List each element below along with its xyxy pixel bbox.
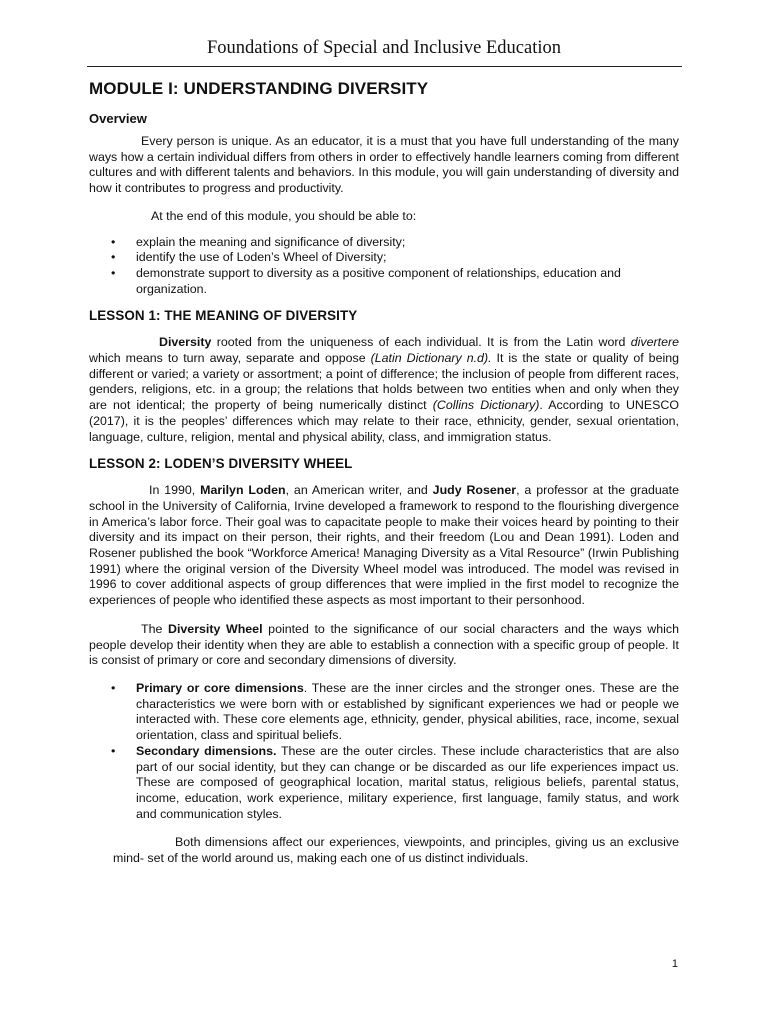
overview-paragraph: Every person is unique. As an educator, it is a must that you have full understanding of the many ways how a certain individual differs from others in order to effectively handle learners coming from different cultures and with different talents and behaviors. In this module, you will gain understanding of diversity and how it contributes to progress and productivity. xyxy=(89,134,679,196)
lesson1-heading: LESSON 1: THE MEANING OF DIVERSITY xyxy=(89,308,358,324)
bullet-icon: • xyxy=(111,234,116,249)
dimension-term: Primary or core dimensions xyxy=(136,680,304,695)
latin-word: divertere xyxy=(630,335,679,350)
diversity-wheel-term: Diversity Wheel xyxy=(168,621,263,636)
page-content xyxy=(89,78,679,867)
list-item: • demonstrate support to diversity as a positive component of relationships, education and organization. xyxy=(111,265,621,296)
module-title: MODULE I: UNDERSTANDING DIVERSITY xyxy=(89,79,429,98)
objectives-intro: At the end of this module, you should be able to: xyxy=(151,208,417,223)
lesson2-paragraph-2: The Diversity Wheel pointed to the significance of our social characters and the ways which people develop their identity when they are able to establish a connection with a specific group of people. It is consist of primary or core and secondary dimensions of diversity. xyxy=(89,621,679,668)
bullet-icon: • xyxy=(111,743,116,758)
dimension-term: Secondary dimensions. xyxy=(136,743,277,758)
lesson1-paragraph: Diversity rooted from the uniqueness of each individual. It is from the Latin word divertere which means to turn away, separate and oppose (Latin Dictionary n.d). It is the state or quality of being different or varied; a variety or assortment; a point of difference; the inclusion of people from different races, genders, religions, etc. in a group; the relations that holds between two entities when and only when they are not identical; the property of being numerically distinct (Collins Dictionary). According to UNESCO (2017), it is the peoples’ differences which may relate to their race, ethnicity, gender, sexual orientation, language, culture, religion, mental and physical ability, class, and immigration status. xyxy=(89,335,680,444)
lesson2-heading: LESSON 2: LODEN’S DIVERSITY WHEEL xyxy=(89,456,353,472)
header-divider xyxy=(87,66,682,67)
bullet-icon: • xyxy=(111,265,116,280)
bullet-icon: • xyxy=(111,250,116,265)
page-number: 1 xyxy=(671,958,678,970)
closing-paragraph: Both dimensions affect our experiences, viewpoints, and principles, giving us an exclusive mind- set of the world around us, making each one of us distinct individuals. xyxy=(113,835,679,866)
list-item: • Secondary dimensions. These are the outer circles. These include characteristics that are also part of our social identity, but they can change or be discarded as our life experiences impact us. These are composed of geographical location, marital status, religious beliefs, parental status, income, education, work experience, military experience, first language, family status, and work and communication styles. xyxy=(111,743,679,821)
list-item: • Primary or core dimensions. These are the inner circles and the stronger ones. These are the characteristics we were born with or established by significant experiences we had or people we interacted with. These core elements age, ethnicity, gender, physical abilities, race, income, sexual orientation, class and spiritual beliefs. xyxy=(111,680,679,743)
citation: (Collins Dictionary) xyxy=(432,398,540,413)
list-item: • identify the use of Loden’s Wheel of Diversity; xyxy=(111,250,387,265)
diversity-term: Diversity xyxy=(159,335,212,350)
list-item: • explain the meaning and significance of diversity; xyxy=(111,234,406,249)
overview-heading: Overview xyxy=(89,111,147,126)
bullet-icon: • xyxy=(111,680,116,695)
author-name: Judy Rosener xyxy=(432,483,517,498)
dimensions-list xyxy=(89,681,679,822)
author-name: Marilyn Loden xyxy=(200,483,286,498)
running-header: Foundations of Special and Inclusive Education xyxy=(207,38,561,58)
lesson2-paragraph-1: In 1990, Marilyn Loden, an American writer, and Judy Rosener, a professor at the graduate school in the University of California, Irvine developed a framework to respond to the flourishing divergence in America’s labor force. Their goal was to capacitate people to make their voices heard by pointing to their diversity and its impact on their person, their rights, and their freedom (Lou and Dean 1991). Loden and Rosener published the book “Workforce America! Managing Diversity as a Vital Resource” (Irwin Publishing 1991) where the original version of the Diversity Wheel model was introduced. The model was revised in 1996 to cover additional aspects of group differences that were implied in the first model to recognize the experiences of people who identified these aspects as most important to their personhood. xyxy=(89,483,680,608)
citation: (Latin Dictionary n.d). xyxy=(370,351,492,366)
objectives-list xyxy=(89,235,679,298)
